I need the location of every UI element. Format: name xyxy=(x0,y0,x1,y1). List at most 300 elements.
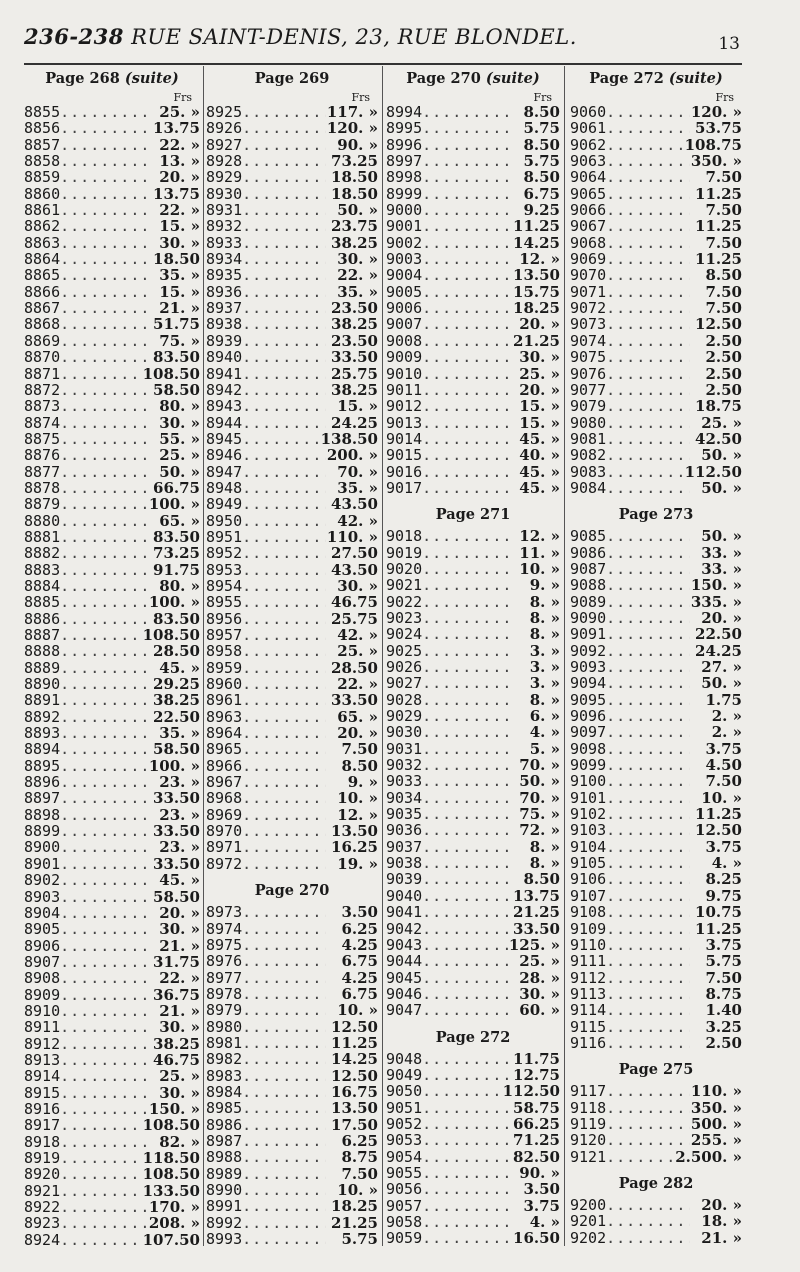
item-price: 2.50 xyxy=(705,381,742,399)
item-price: 7.50 xyxy=(705,773,742,790)
leader-dots xyxy=(422,137,508,153)
leader-dots xyxy=(606,153,690,169)
item-number: 9092 xyxy=(570,642,607,659)
price-row xyxy=(570,741,742,757)
item-price: 45. » xyxy=(519,463,560,480)
price-row xyxy=(570,137,742,153)
item-number: 8912 xyxy=(24,1035,61,1052)
item-number: 8936 xyxy=(206,283,243,301)
item-price: 3. » xyxy=(529,675,560,692)
leader-dots xyxy=(242,937,326,953)
item-number: 9024 xyxy=(386,626,423,643)
currency-unit: Frs xyxy=(715,91,734,104)
item-price: 7.50 xyxy=(705,234,742,252)
price-row xyxy=(570,316,742,332)
price-row xyxy=(24,480,200,496)
item-price: 13.50 xyxy=(331,1100,378,1117)
item-price: 500. » xyxy=(690,1115,742,1133)
section-suffix: (suite) xyxy=(124,70,179,87)
item-price: 4.25 xyxy=(341,936,378,954)
item-number: 9098 xyxy=(570,740,607,758)
price-column-1 xyxy=(24,66,200,1248)
item-price: 20. » xyxy=(337,725,378,742)
item-price: 66.75 xyxy=(153,479,200,497)
item-price: 27. » xyxy=(701,659,742,676)
price-row xyxy=(386,1100,560,1116)
price-section xyxy=(570,1171,742,1246)
leader-dots xyxy=(606,120,690,136)
item-number: 8897 xyxy=(24,790,61,807)
price-row xyxy=(24,1117,200,1133)
leader-dots xyxy=(60,921,148,937)
item-price: 12. » xyxy=(519,528,560,545)
item-price: 17.50 xyxy=(331,1116,378,1133)
item-price: 6.25 xyxy=(341,1132,378,1150)
price-row xyxy=(24,774,200,790)
item-number: 8953 xyxy=(206,561,243,578)
leader-dots xyxy=(60,1134,148,1150)
price-row xyxy=(206,1019,378,1035)
price-row xyxy=(24,284,200,300)
price-row xyxy=(386,137,560,153)
item-price: 46.75 xyxy=(153,1051,200,1069)
price-row xyxy=(206,1182,378,1198)
item-number: 9022 xyxy=(386,593,423,610)
item-price: 10. » xyxy=(701,789,742,807)
leader-dots xyxy=(60,1215,148,1231)
leader-dots xyxy=(242,480,326,496)
item-price: 13.75 xyxy=(153,185,200,203)
item-number: 8933 xyxy=(206,234,243,252)
leader-dots xyxy=(422,284,508,300)
item-number: 9110 xyxy=(570,936,607,954)
item-number: 9035 xyxy=(386,806,423,823)
item-price: 16.25 xyxy=(331,839,378,856)
price-row xyxy=(386,431,560,447)
price-row xyxy=(386,1214,560,1230)
item-price: 7.50 xyxy=(341,1165,378,1182)
item-number: 8972 xyxy=(206,855,243,873)
item-number: 9055 xyxy=(386,1164,423,1182)
price-row xyxy=(386,594,560,610)
leader-dots xyxy=(606,382,690,398)
item-number: 8861 xyxy=(24,202,61,219)
leader-dots xyxy=(60,202,148,218)
leader-dots xyxy=(606,773,690,789)
item-number: 8952 xyxy=(206,545,243,562)
item-price: 50. » xyxy=(701,447,742,464)
item-price: 150. » xyxy=(690,577,742,594)
item-price: 112.50 xyxy=(502,1083,560,1100)
leader-dots xyxy=(606,137,684,153)
leader-dots xyxy=(60,1003,148,1019)
price-row xyxy=(570,724,742,740)
section-title xyxy=(570,502,742,528)
item-number: 8886 xyxy=(24,610,61,627)
price-row xyxy=(206,1117,378,1133)
price-row xyxy=(570,366,742,382)
leader-dots xyxy=(242,267,326,283)
item-number: 8961 xyxy=(206,692,243,709)
price-row xyxy=(570,855,742,871)
item-price: 11.25 xyxy=(695,251,742,268)
item-number: 8941 xyxy=(206,365,243,382)
item-price: 33. » xyxy=(701,560,742,578)
item-price: 15. » xyxy=(159,283,200,301)
leader-dots xyxy=(422,626,508,642)
item-price: 20. » xyxy=(519,316,560,333)
item-number: 8965 xyxy=(206,741,243,758)
item-price: 2.500. » xyxy=(675,1148,742,1165)
item-price: 8.50 xyxy=(523,169,560,186)
item-number: 8949 xyxy=(206,496,243,513)
leader-dots xyxy=(422,806,508,822)
item-number: 8896 xyxy=(24,774,61,791)
item-price: 18.25 xyxy=(331,1198,378,1215)
leader-dots xyxy=(606,790,690,806)
price-row xyxy=(570,235,742,251)
item-number: 9006 xyxy=(386,300,423,317)
item-price: 20. » xyxy=(159,904,200,922)
price-row xyxy=(570,202,742,218)
price-row xyxy=(386,757,560,773)
price-column-2 xyxy=(206,66,378,1247)
leader-dots xyxy=(242,611,326,627)
leader-dots xyxy=(606,528,690,544)
item-number: 9108 xyxy=(570,904,607,921)
leader-dots xyxy=(422,659,508,675)
item-price: 8.50 xyxy=(523,136,560,154)
leader-dots xyxy=(60,464,148,480)
item-price: 8.75 xyxy=(341,1149,378,1166)
leader-dots xyxy=(606,431,690,447)
leader-dots xyxy=(60,366,142,382)
price-row xyxy=(24,415,200,431)
leader-dots xyxy=(242,1051,326,1067)
price-row xyxy=(386,773,560,789)
leader-dots xyxy=(606,447,690,463)
leader-dots xyxy=(422,708,508,724)
leader-dots xyxy=(422,382,508,398)
item-number: 9056 xyxy=(386,1181,423,1198)
price-row xyxy=(206,1215,378,1231)
price-row xyxy=(24,398,200,414)
item-price: 11.25 xyxy=(695,185,742,203)
item-price: 23. » xyxy=(159,839,200,856)
item-number: 9023 xyxy=(386,609,423,627)
price-row xyxy=(206,1166,378,1182)
price-section xyxy=(206,66,378,878)
item-price: 38.25 xyxy=(331,234,378,252)
item-price: 138.50 xyxy=(320,430,378,448)
item-number: 9116 xyxy=(570,1034,607,1052)
price-row xyxy=(386,871,560,887)
item-number: 9120 xyxy=(570,1132,607,1149)
price-column-4 xyxy=(570,66,742,1246)
item-price: 2.50 xyxy=(705,365,742,382)
price-row xyxy=(386,104,560,120)
price-row xyxy=(570,561,742,577)
item-price: 38.25 xyxy=(331,381,378,399)
item-price: 2. » xyxy=(711,708,742,725)
leader-dots xyxy=(242,692,326,708)
price-row xyxy=(386,251,560,267)
price-row xyxy=(570,1035,742,1051)
item-number: 8985 xyxy=(206,1100,243,1117)
item-price: 82.50 xyxy=(513,1148,560,1165)
item-price: 15. » xyxy=(337,398,378,415)
price-row xyxy=(24,316,200,332)
leader-dots xyxy=(242,186,326,202)
price-row xyxy=(570,398,742,414)
item-price: 35. » xyxy=(337,479,378,497)
leader-dots xyxy=(422,447,508,463)
item-number: 8921 xyxy=(24,1182,61,1200)
item-price: 3. » xyxy=(529,642,560,659)
item-price: 21.25 xyxy=(331,1214,378,1232)
item-price: 42. » xyxy=(337,512,378,529)
item-number: 9076 xyxy=(570,365,607,382)
item-number: 8858 xyxy=(24,153,61,170)
item-number: 8902 xyxy=(24,872,61,889)
leader-dots xyxy=(422,724,508,740)
leader-dots xyxy=(60,382,148,398)
item-price: 10. » xyxy=(337,1182,378,1199)
item-price: 30. » xyxy=(159,414,200,431)
price-row xyxy=(24,594,200,610)
price-row xyxy=(24,513,200,529)
item-price: 65. » xyxy=(337,708,378,726)
leader-dots xyxy=(60,594,148,610)
item-number: 8968 xyxy=(206,790,243,807)
item-price: 58.50 xyxy=(153,381,200,399)
item-price: 18.25 xyxy=(513,300,560,317)
leader-dots xyxy=(60,218,148,234)
leader-dots xyxy=(606,464,684,480)
item-number: 9074 xyxy=(570,332,607,350)
price-row xyxy=(24,954,200,970)
price-row xyxy=(206,349,378,365)
section-title xyxy=(386,66,560,92)
price-row xyxy=(386,1165,560,1181)
leader-dots xyxy=(60,872,148,888)
leader-dots xyxy=(60,611,148,627)
leader-dots xyxy=(60,790,148,806)
leader-dots xyxy=(606,218,690,234)
item-number: 8875 xyxy=(24,430,61,448)
page-number: 13 xyxy=(718,34,740,54)
price-row xyxy=(206,284,378,300)
leader-dots xyxy=(242,921,326,937)
item-price: 8.50 xyxy=(523,871,560,888)
leader-dots xyxy=(606,1019,690,1035)
leader-dots xyxy=(242,382,326,398)
item-number: 8878 xyxy=(24,479,61,497)
item-price: 133.50 xyxy=(142,1182,200,1200)
price-row xyxy=(386,120,560,136)
item-number: 8906 xyxy=(24,937,61,954)
item-number: 9118 xyxy=(570,1099,607,1116)
item-number: 8909 xyxy=(24,986,61,1003)
section-title xyxy=(24,66,200,92)
leader-dots xyxy=(242,1231,326,1247)
section-page-label: Page 270 xyxy=(254,882,330,900)
item-number: 8959 xyxy=(206,659,243,677)
price-row xyxy=(570,871,742,887)
leader-dots xyxy=(422,1230,508,1246)
price-row xyxy=(24,905,200,921)
item-number: 8882 xyxy=(24,545,61,562)
price-row xyxy=(206,480,378,496)
price-row xyxy=(570,349,742,365)
leader-dots xyxy=(60,513,148,529)
leader-dots xyxy=(422,251,508,267)
price-section xyxy=(386,502,560,1024)
price-row xyxy=(386,806,560,822)
price-row xyxy=(570,1019,742,1035)
price-row xyxy=(570,921,742,937)
price-row xyxy=(206,1133,378,1149)
leader-dots xyxy=(242,545,326,561)
item-price: 22.50 xyxy=(153,708,200,726)
item-number: 8976 xyxy=(206,953,243,970)
item-number: 9012 xyxy=(386,398,423,415)
price-row xyxy=(206,676,378,692)
item-price: 8.25 xyxy=(705,871,742,888)
leader-dots xyxy=(242,333,326,349)
leader-dots xyxy=(606,284,690,300)
item-price: 5.75 xyxy=(341,1231,378,1248)
price-row xyxy=(570,382,742,398)
item-number: 9084 xyxy=(570,479,607,497)
price-row xyxy=(570,757,742,773)
price-row xyxy=(24,137,200,153)
item-number: 8994 xyxy=(386,104,423,121)
section-title xyxy=(386,502,560,528)
price-row xyxy=(570,1002,742,1018)
leader-dots xyxy=(60,807,148,823)
section-page-label: Page 271 xyxy=(435,506,511,524)
price-row xyxy=(24,1166,200,1182)
item-price: 45. » xyxy=(159,659,200,677)
leader-dots xyxy=(606,366,690,382)
price-row xyxy=(24,921,200,937)
item-number: 8892 xyxy=(24,708,61,726)
leader-dots xyxy=(60,774,148,790)
price-section xyxy=(570,502,742,1057)
item-price: 55. » xyxy=(159,430,200,448)
item-price: 15. » xyxy=(159,218,200,235)
item-price: 12.75 xyxy=(513,1066,560,1084)
price-row xyxy=(386,708,560,724)
item-price: 21. » xyxy=(159,300,200,317)
item-number: 9007 xyxy=(386,316,423,333)
item-price: 13. » xyxy=(159,153,200,170)
leader-dots xyxy=(606,316,690,332)
price-row xyxy=(570,773,742,789)
price-row xyxy=(570,1116,742,1132)
item-number: 9021 xyxy=(386,577,423,594)
item-number: 8862 xyxy=(24,218,61,235)
price-row xyxy=(386,1083,560,1099)
item-number: 8980 xyxy=(206,1018,243,1035)
item-number: 8866 xyxy=(24,283,61,301)
item-price: 10. » xyxy=(337,790,378,807)
item-price: 100. » xyxy=(148,496,200,513)
item-price: 20. » xyxy=(701,1196,742,1214)
item-number: 8901 xyxy=(24,855,61,873)
leader-dots xyxy=(422,169,508,185)
leader-dots xyxy=(606,839,690,855)
item-price: 42.50 xyxy=(695,430,742,448)
price-row xyxy=(206,1068,378,1084)
item-number: 8857 xyxy=(24,136,61,154)
item-price: 58.50 xyxy=(153,888,200,905)
item-number: 8989 xyxy=(206,1165,243,1182)
price-row xyxy=(386,610,560,626)
price-row xyxy=(386,169,560,185)
price-row xyxy=(206,823,378,839)
price-row xyxy=(206,267,378,283)
price-row xyxy=(386,1116,560,1132)
item-number: 8954 xyxy=(206,577,243,595)
leader-dots xyxy=(422,986,508,1002)
price-row xyxy=(24,1215,200,1231)
item-number: 9106 xyxy=(570,871,607,888)
price-row xyxy=(570,120,742,136)
item-number: 8943 xyxy=(206,398,243,415)
leader-dots xyxy=(606,1002,690,1018)
item-number: 8907 xyxy=(24,953,61,971)
leader-dots xyxy=(242,169,326,185)
item-price: 70. » xyxy=(519,757,560,774)
item-price: 75. » xyxy=(519,806,560,823)
item-price: 82. » xyxy=(159,1133,200,1150)
section-page-label: Page 273 xyxy=(618,506,694,524)
item-price: 43.50 xyxy=(331,561,378,578)
item-price: 30. » xyxy=(519,349,560,366)
item-price: 38.25 xyxy=(153,1035,200,1052)
price-row xyxy=(206,692,378,708)
item-price: 108.50 xyxy=(142,627,200,644)
leader-dots xyxy=(242,970,326,986)
column-divider xyxy=(203,66,204,1246)
item-price: 3.75 xyxy=(705,838,742,856)
item-price: 71.25 xyxy=(513,1132,560,1149)
item-price: 108.50 xyxy=(142,1117,200,1134)
price-row xyxy=(206,594,378,610)
item-number: 8895 xyxy=(24,757,61,775)
item-number: 8991 xyxy=(206,1198,243,1215)
item-number: 8958 xyxy=(206,643,243,660)
leader-dots xyxy=(422,431,508,447)
leader-dots xyxy=(60,692,148,708)
price-row xyxy=(206,464,378,480)
price-row xyxy=(570,251,742,267)
price-section xyxy=(386,66,560,502)
item-price: 73.25 xyxy=(331,153,378,170)
leader-dots xyxy=(60,480,148,496)
leader-dots xyxy=(606,1083,690,1099)
price-row xyxy=(386,415,560,431)
leader-dots xyxy=(422,839,508,855)
leader-dots xyxy=(422,692,508,708)
item-number: 9102 xyxy=(570,806,607,823)
price-row xyxy=(24,1183,200,1199)
item-price: 51.75 xyxy=(153,316,200,333)
price-row xyxy=(206,415,378,431)
item-number: 8944 xyxy=(206,414,243,431)
